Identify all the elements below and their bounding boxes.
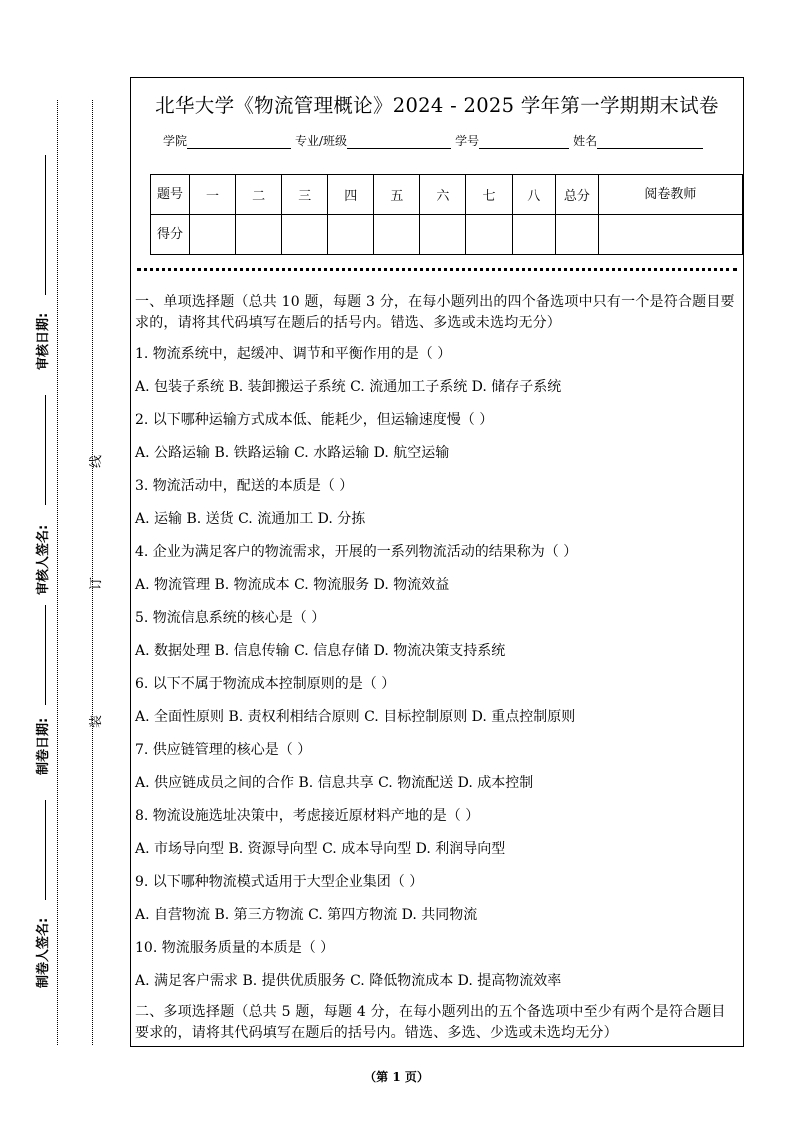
make-date-label: 制卷日期: (36, 717, 51, 775)
name-field[interactable] (597, 136, 703, 149)
question-options: A. 物流管理 B. 物流成本 C. 物流服务 D. 物流效益 (135, 577, 450, 593)
student-info-row (163, 132, 707, 149)
question: 7. 供应链管理的核心是（ ） (135, 742, 312, 758)
score-cell-grader[interactable] (598, 215, 742, 255)
question-options: A. 自营物流 B. 第三方物流 C. 第四方物流 D. 共同物流 (135, 907, 478, 923)
score-cell-2[interactable] (236, 215, 282, 255)
score-cell-total[interactable] (556, 215, 599, 255)
question: 1. 物流系统中，起缓冲、调节和平衡作用的是（ ） (135, 346, 452, 362)
header-col-4: 四 (328, 175, 374, 215)
question-options: A. 满足客户需求 B. 提供优质服务 C. 降低物流成本 D. 提高物流效率 (135, 973, 562, 989)
score-cell-5[interactable] (374, 215, 420, 255)
binding-dotted-line-inner (92, 100, 93, 1045)
question-options: A. 供应链成员之间的合作 B. 信息共享 C. 物流配送 D. 成本控制 (135, 775, 534, 791)
question-options: A. 运输 B. 送货 C. 流通加工 D. 分拣 (135, 511, 366, 527)
binding-dotted-line-outer (57, 100, 58, 1045)
question-options: A. 包装子系统 B. 装卸搬运子系统 C. 流通加工子系统 D. 储存子系统 (135, 379, 562, 395)
college-label: 学院 (163, 134, 188, 148)
header-score: 得分 (151, 215, 190, 255)
score-cell-3[interactable] (282, 215, 328, 255)
question: 2. 以下哪种运输方式成本低、能耗少，但运输速度慢（ ） (135, 412, 494, 428)
maker-sign-label: 制卷人签名: (36, 917, 51, 988)
score-table-score-row (151, 215, 743, 255)
question: 4. 企业为满足客户的物流需求，开展的一系列物流活动的结果称为（ ） (135, 544, 578, 560)
major-field[interactable] (347, 136, 451, 149)
question: 8. 物流设施选址决策中，考虑接近原材料产地的是（ ） (135, 808, 480, 824)
exam-content (135, 292, 737, 1044)
separator-dotted-line (137, 268, 737, 271)
score-table-header-row (151, 175, 743, 215)
header-col-6: 六 (420, 175, 466, 215)
question: 5. 物流信息系统的核心是（ ） (135, 610, 326, 626)
make-date-line (45, 605, 47, 705)
maker-sign-line (45, 800, 47, 900)
section2-heading: 二、多项选择题（总共 5 题，每题 4 分，在每小题列出的五个备选项中至少有两个是符合题目要求的，请将其代码填写在题后的括号内。错选、多选、少选或未选均无分） (135, 1004, 726, 1041)
student-id-field[interactable] (479, 136, 569, 149)
question-options: A. 市场导向型 B. 资源导向型 C. 成本导向型 D. 利润导向型 (135, 841, 506, 857)
bind-mark: 订 (89, 576, 105, 591)
question-options: A. 数据处理 B. 信息传输 C. 信息存储 D. 物流决策支持系统 (135, 643, 506, 659)
score-cell-7[interactable] (466, 215, 512, 255)
header-grader: 阅卷教师 (598, 175, 742, 215)
exam-title: 北华大学《物流管理概论》2024 - 2025 学年第一学期期末试卷 (155, 94, 719, 117)
score-cell-4[interactable] (328, 215, 374, 255)
question: 3. 物流活动中，配送的本质是（ ） (135, 478, 354, 494)
score-cell-1[interactable] (190, 215, 236, 255)
header-question-no: 题号 (151, 175, 190, 215)
header-col-8: 八 (512, 175, 555, 215)
major-label: 专业/班级 (295, 134, 348, 148)
question-options: A. 公路运输 B. 铁路运输 C. 水路运输 D. 航空运输 (135, 445, 450, 461)
exam-frame (130, 77, 744, 1047)
name-label: 姓名 (573, 134, 598, 148)
score-cell-8[interactable] (512, 215, 555, 255)
reviewer-sign-line (45, 395, 47, 505)
header-col-2: 二 (236, 175, 282, 215)
college-field[interactable] (187, 136, 291, 149)
staple-mark: 装 (89, 714, 105, 729)
line-mark: 线 (89, 454, 105, 469)
question: 9. 以下哪种物流模式适用于大型企业集团（ ） (135, 874, 424, 890)
question-options: A. 全面性原则 B. 责权利相结合原则 C. 目标控制原则 D. 重点控制原则 (135, 709, 576, 725)
question: 6. 以下不属于物流成本控制原则的是（ ） (135, 676, 396, 692)
score-cell-6[interactable] (420, 215, 466, 255)
page-number: （第 1 页） (364, 1070, 429, 1084)
question: 10. 物流服务质量的本质是（ ） (135, 940, 335, 956)
student-id-label: 学号 (455, 134, 480, 148)
header-total: 总分 (556, 175, 599, 215)
review-date-line (45, 155, 47, 295)
section1-heading: 一、单项选择题（总共 10 题，每题 3 分，在每小题列出的四个备选项中只有一个是符合题目要求的，请将其代码填写在题后的括号内。错选、多选或未选均无分） (135, 294, 735, 331)
header-col-5: 五 (374, 175, 420, 215)
header-col-3: 三 (282, 175, 328, 215)
header-col-7: 七 (466, 175, 512, 215)
header-col-1: 一 (190, 175, 236, 215)
reviewer-sign-label: 审核人签名: (36, 524, 51, 595)
review-date-label: 审核日期: (36, 312, 51, 370)
score-table (150, 174, 743, 255)
